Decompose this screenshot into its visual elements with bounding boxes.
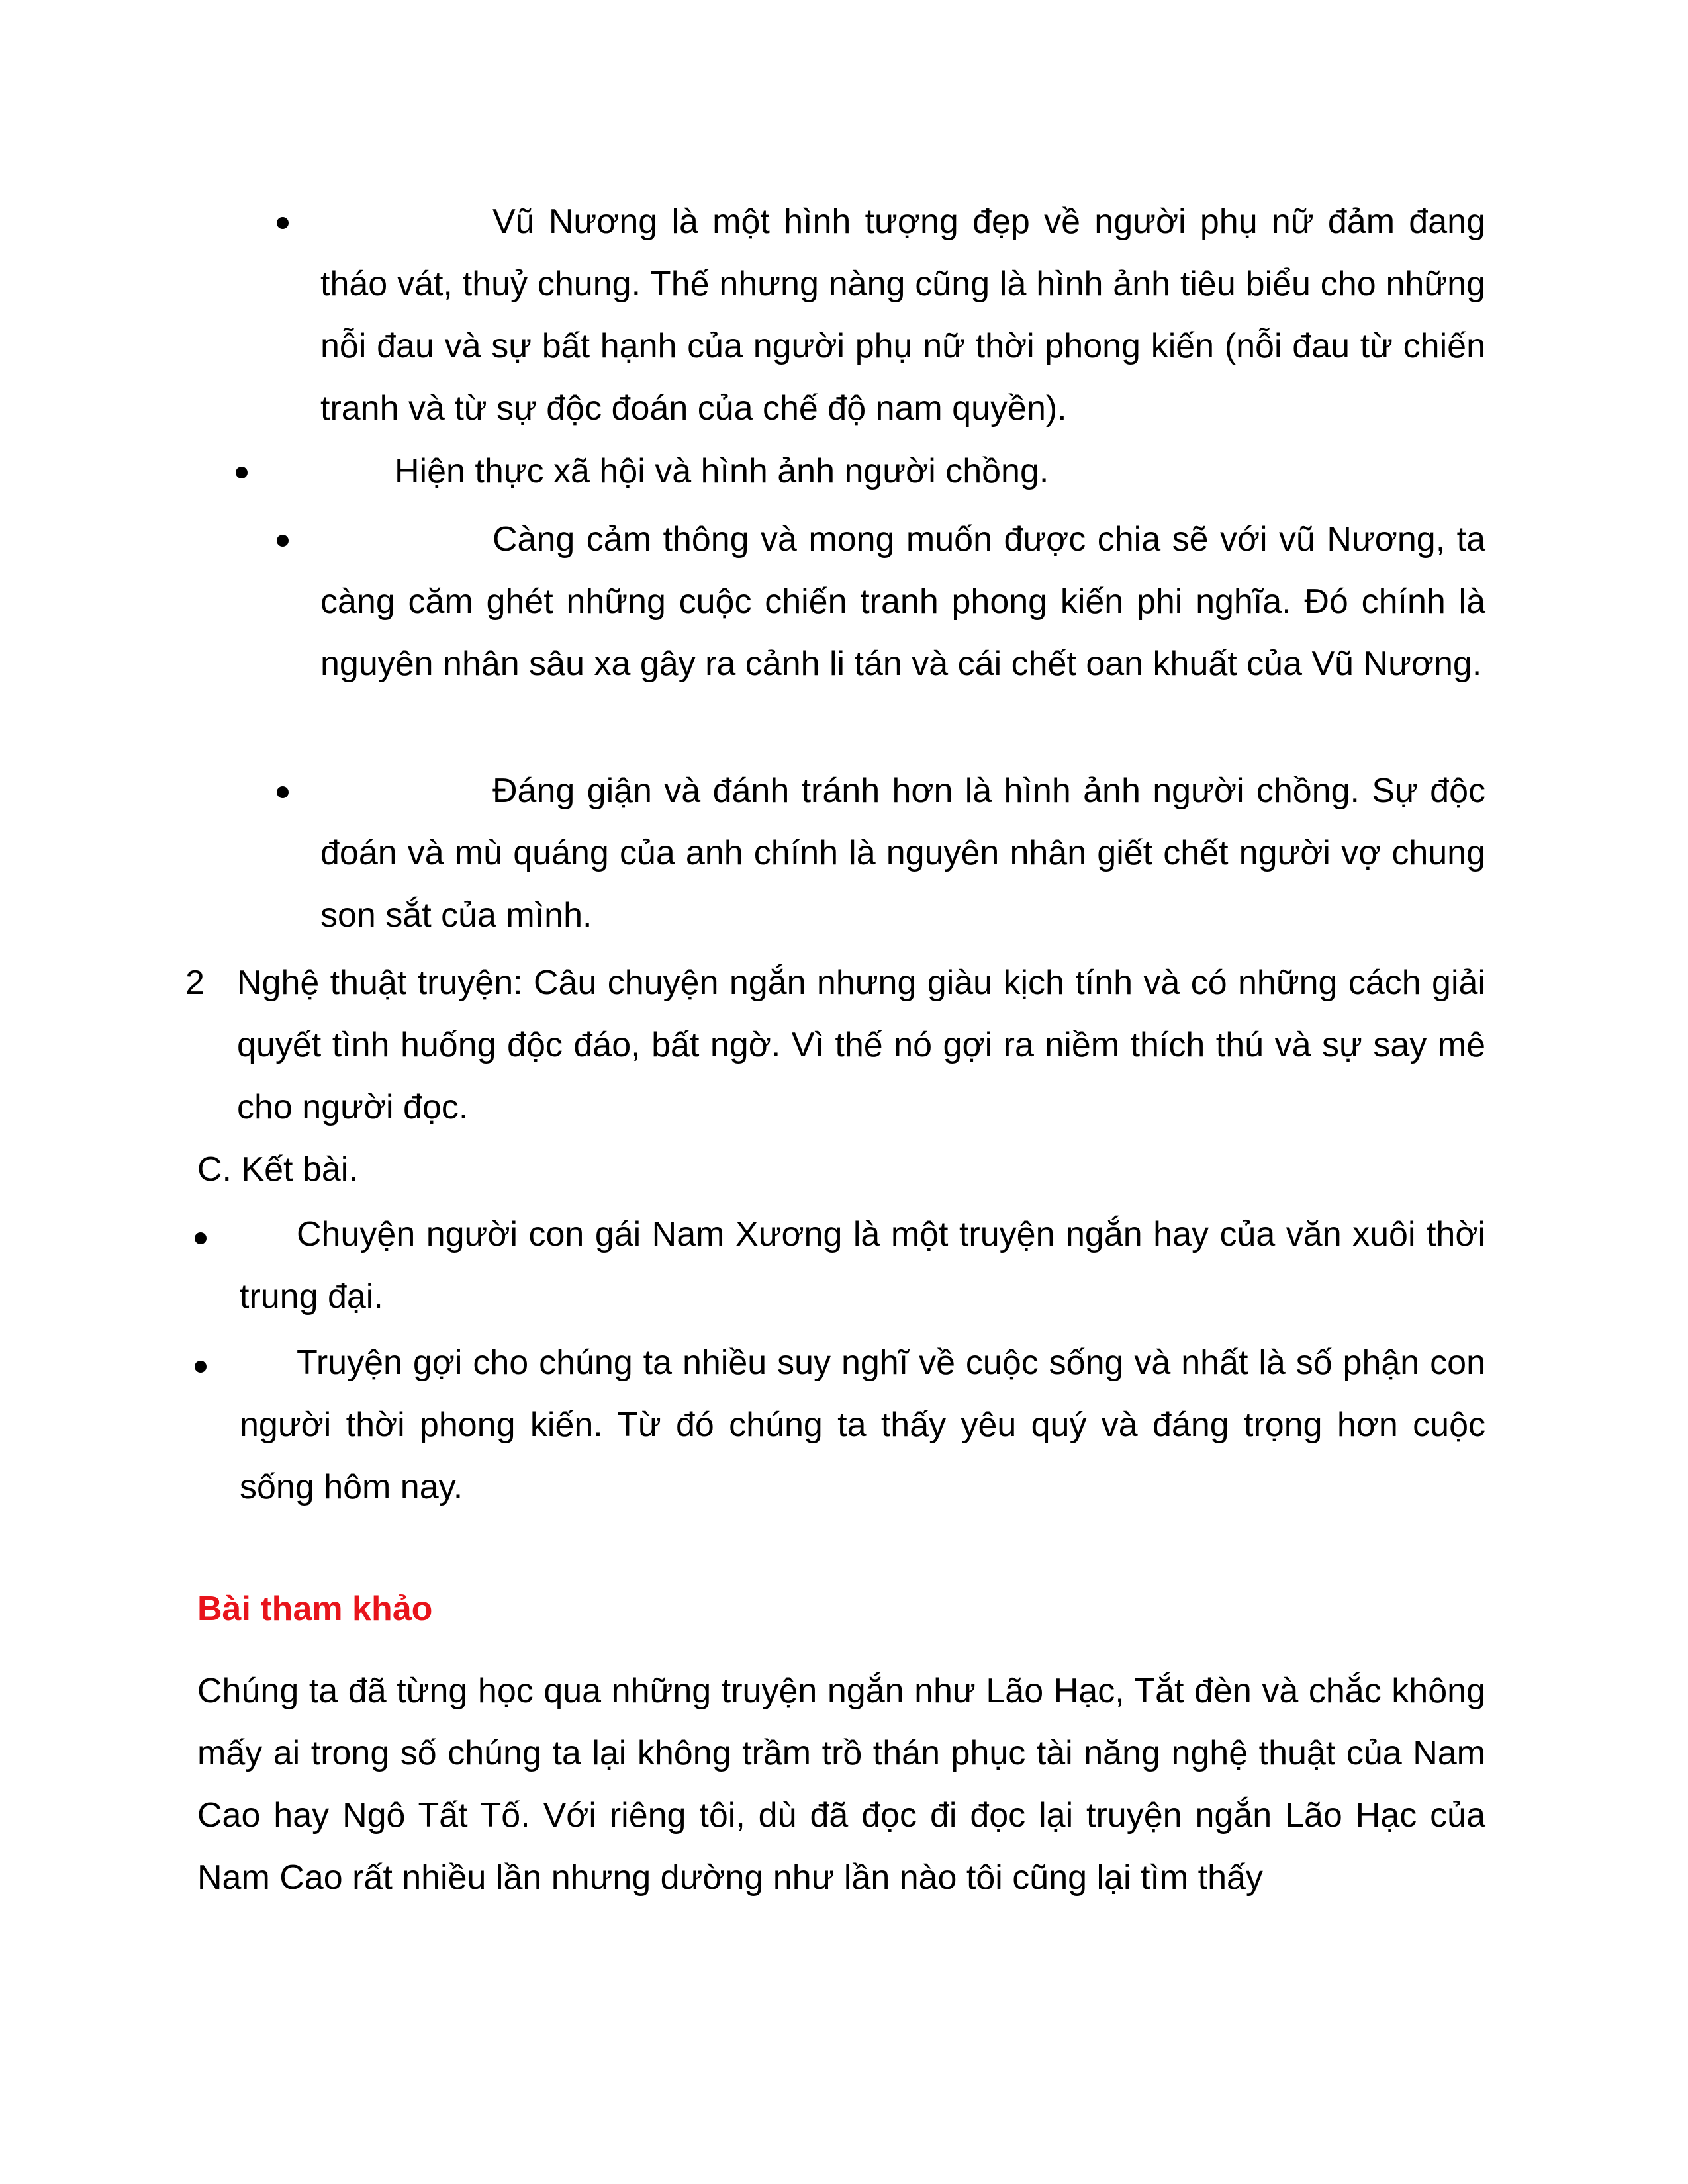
reference-heading: Bài tham khảo [197, 1590, 433, 1628]
bullet-dot [277, 786, 289, 798]
conclusion-heading: C. Kết bài. [197, 1150, 358, 1189]
reference-paragraph: Chúng ta đã từng học qua những truyện ngắn như Lão Hạc, Tắt đèn và chắc không mấy ai trong số chúng ta lại không trầm trồ thán phục tài năng nghệ thuật của Nam Cao hay Ngô Tất Tố. Với riêng tôi, dù đã đọc đi đọc lại truyện ngắn Lão Hạc của Nam Cao rất nhiều lần nhưng dường như lần nào tôi cũng lại tìm thấy [197, 1672, 1485, 1897]
bullet-dot [236, 467, 248, 478]
bullet-dot [277, 217, 289, 229]
bullet-dot [277, 535, 289, 547]
bullet-dot [195, 1232, 207, 1244]
conclusion-text-chuyen-nguoi: Chuyện người con gái Nam Xương là một truyện ngắn hay của văn xuôi thời trung đại. [240, 1215, 1485, 1316]
bullet-text-vu-nuong: Vũ Nương là một hình tượng đẹp về người phụ nữ đảm đang tháo vát, thuỷ chung. Thế nhưng nàng cũng là hình ảnh tiêu biểu cho những nỗi đau và sự bất hạnh của người phụ nữ thời phong kiến (nỗi đau từ chiến tranh và từ sự độc đoán của chế độ nam quyền). [320, 203, 1485, 428]
list-number: 2 [185, 964, 205, 1002]
bullet-text-cang-cam-thong: Càng cảm thông và mong muốn được chia sẽ với vũ Nương, ta càng căm ghét những cuộc chiến tranh phong kiến phi nghĩa. Đó chính là nguyên nhân sâu xa gây ra cảnh li tán và cái chết oan khuất của Vũ Nương. [320, 520, 1485, 683]
bullet-text-dang-gian: Đáng giận và đánh tránh hơn là hình ảnh người chồng. Sự độc đoán và mù quáng của anh chính là nguyên nhân giết chết người vợ chung son sắt của mình. [320, 772, 1485, 934]
numbered-text-nghe-thuat: Nghệ thuật truyện: Câu chuyện ngắn nhưng giàu kịch tính và có những cách giải quyết tình huống độc đáo, bất ngờ. Vì thế nó gợi ra niềm thích thú và sự say mê cho người đọc. [237, 964, 1485, 1126]
conclusion-text-truyen-goi: Truyện gợi cho chúng ta nhiều suy nghĩ về cuộc sống và nhất là số phận con người thời phong kiến. Từ đó chúng ta thấy yêu quý và đáng trọng hơn cuộc sống hôm nay. [240, 1343, 1485, 1506]
subhead-hien-thuc: Hiện thực xã hội và hình ảnh người chồng. [395, 452, 1049, 490]
bullet-dot [195, 1361, 207, 1373]
